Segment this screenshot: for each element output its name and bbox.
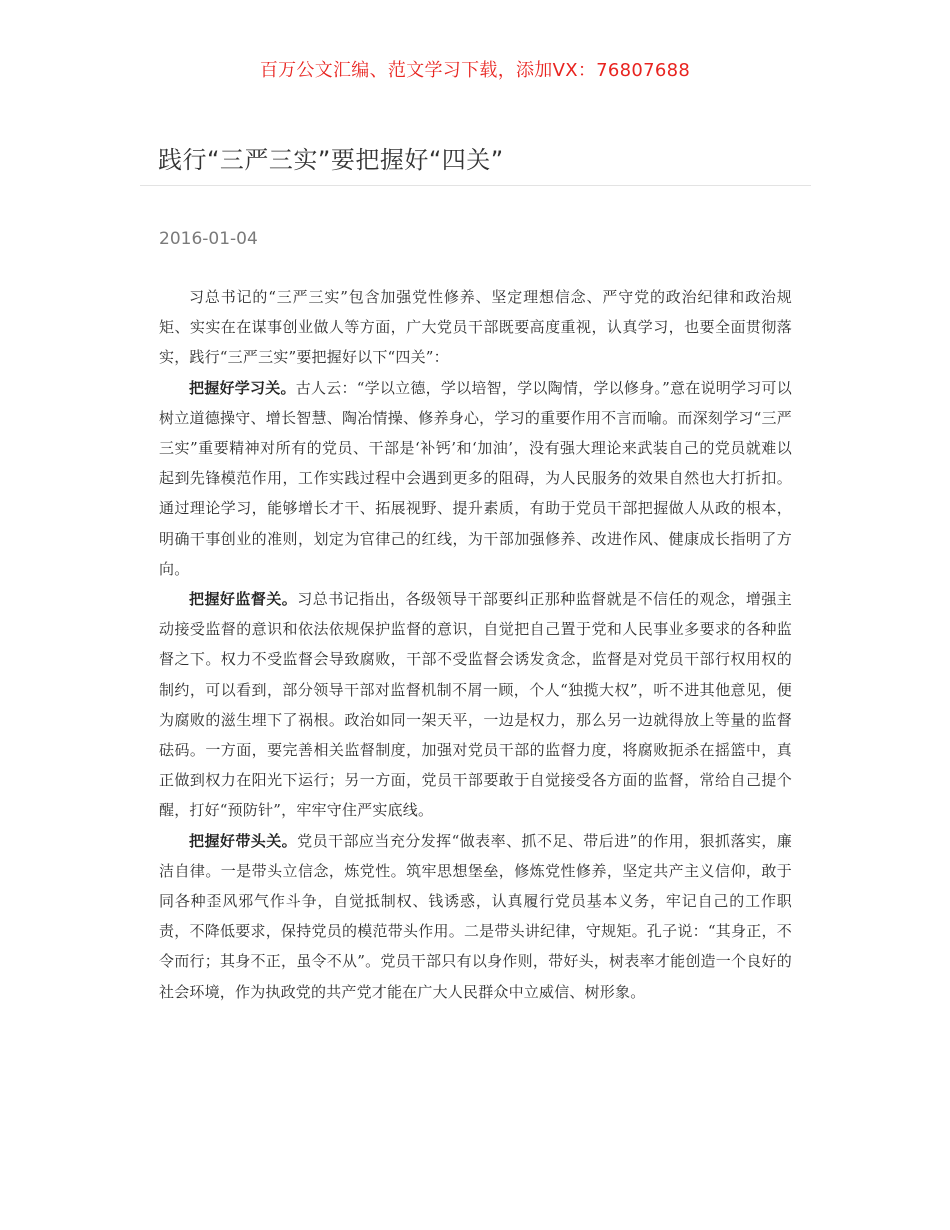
paragraph-intro [159, 282, 792, 373]
article-body [159, 282, 792, 1007]
article-title: 践行“三严三实”要把握好“四关” [158, 146, 504, 174]
paragraph-supervision [159, 584, 792, 826]
paragraph-study [159, 373, 792, 584]
section-heading-supervision: 把握好监督关。 [189, 590, 298, 609]
paragraph-text: 古人云：“学以立德，学以培智，学以陶情，学以修身。”意在说明学习可以树立道德操守、增长智慧、陶冶情操、修养身心，学习的重要作用不言而喻。而深刻学习“三严三实”重要精神对所有的党员、干部是‘补钙’和‘加油’，没有强大理论来武装自己的党员就难以起到先锋模范作用，工作实践过程中会遇到更多的阻碍，为人民服务的效果自然也大打折扣。通过理论学习，能够增长才干、拓展视野、提升素质，有助于党员干部把握做人从政的根本，明确干事创业的准则，划定为官律己的红线，为干部加强修养、改进作风、健康成长指明了方向。 [159, 378, 793, 578]
promo-banner: 百万公文汇编、范文学习下载，添加VX：76807688 [259, 60, 691, 81]
section-heading-leadership: 把握好带头关。 [189, 831, 298, 850]
title-divider [140, 185, 811, 186]
paragraph-text: 习总书记的“三严三实”包含加强党性修养、坚定理想信念、严守党的政治纪律和政治规矩、实实在在谋事创业做人等方面，广大党员干部既要高度重视，认真学习，也要全面贯彻落实，践行“三严三实”要把握好以下“四关”： [159, 288, 792, 367]
paragraph-text: 习总书记指出，各级领导干部要纠正那种监督就是不信任的观念，增强主动接受监督的意识和依法依规保护监督的意识，自觉把自己置于党和人民事业多要求的各种监督之下。权力不受监督会导致腐败，干部不受监督会诱发贪念，监督是对党员干部行权用权的制约，可以看到，部分领导干部对监督机制不屑一顾，个人“独揽大权”，听不进其他意见，便为腐败的滋生埋下了祸根。政治如同一架天平，一边是权力，那么另一边就得放上等量的监督砝码。一方面，要完善相关监督制度，加强对党员干部的监督力度，将腐败扼杀在摇篮中，真正做到权力在阳光下运行；另一方面，党员干部要敢于自觉接受各方面的监督，常给自己提个醒，打好“预防针”，牢牢守住严实底线。 [159, 590, 792, 820]
section-heading-study: 把握好学习关。 [189, 378, 296, 397]
paragraph-leadership [159, 826, 792, 1007]
article-date: 2016-01-04 [159, 229, 258, 249]
paragraph-text: 党员干部应当充分发挥“做表率、抓不足、带后进”的作用，狠抓落实，廉洁自律。一是带头立信念，炼党性。筑牢思想堡垒，修炼党性修养，坚定共产主义信仰，敢于同各种歪风邪气作斗争，自觉抵制权、钱诱惑，认真履行党员基本义务，牢记自己的工作职责，不降低要求，保持党员的模范带头作用。二是带头讲纪律，守规矩。孔子说：“其身正，不令而行；其身不正，虽令不从”。党员干部只有以身作则，带好头，树表率才能创造一个良好的社会环境，作为执政党的共产党才能在广大人民群众中立威信、树形象。 [159, 831, 792, 1001]
